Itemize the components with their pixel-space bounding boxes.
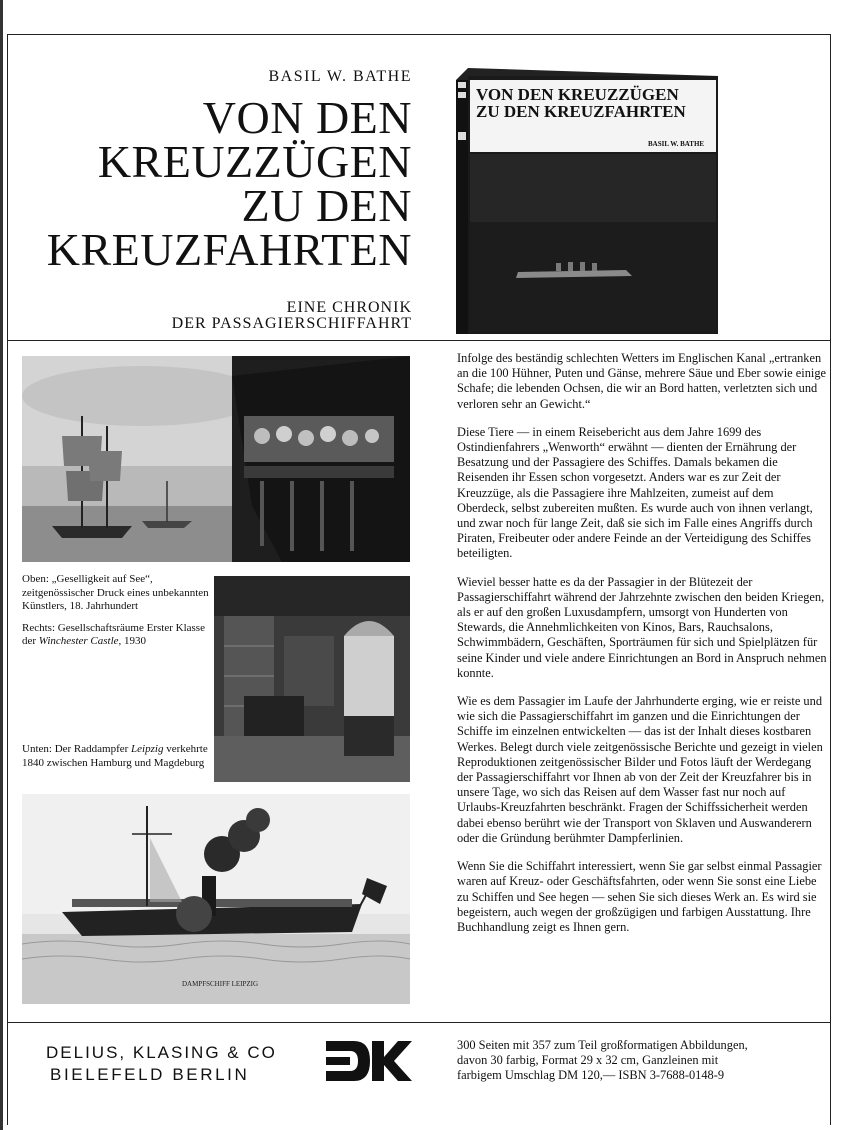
title-line: ZU DEN — [241, 180, 412, 231]
body-paragraph: Wenn Sie die Schiffahrt interessiert, wenn Sie gar selbst einmal Passagier waren auf Kreuz- oder Geschäftsfahrten, oder wenn Sie sonst eine Liebe zu Schiffen und See hegen — sehen Sie sich dieses Werk an. Es wird sie begeistern, auch wegen der großzügigen und farbigen Ausstattung. Ihre Buchhandlung zeigt es Ihnen gern. — [457, 859, 822, 934]
specs-line: davon 30 farbig, Format 29 x 32 cm, Ganzleinen mit — [457, 1053, 719, 1068]
caption-top: Oben: „Geselligkeit auf See“, zeitgenössischer Druck eines unbekannten Künstlers, 18. Jahrhundert — [22, 573, 209, 612]
article-body — [457, 351, 827, 948]
book-subtitle — [172, 300, 412, 332]
body-paragraph: Infolge des beständig schlechten Wetters im Englischen Kanal „ertranken an die 100 Hühner, Puten und Gänse, mehrere Säue und Eber sowie einige Schafe; die lebenden Ochsen, die wir an Bord hatten, verletzten sich und verloren sehr an Gewicht.“ — [457, 351, 827, 411]
publisher-line: DELIUS, KLASING & CO — [46, 1043, 277, 1062]
scan-edge — [0, 0, 3, 1130]
body-paragraph: Diese Tiere — in einem Reisebericht aus dem Jahre 1699 des Ostindienfahrers „Wenworth“ erwähnt — dienten der Ernährung der Besatzung und der Passagiere des Schiffes. Damals bekamen die Reisenden ihr Essen schon vorgesetzt. Anders war es zur Zeit der Kreuzzüge, als die Passagiere ihre Mahlzeiten, zumeist auf dem Oberdeck, selbst zubereiten mußten. Es wurde auch von ihnen verlangt, und zwar noch für lange Zeit, daß sie sich im Falle eines Angriffs durch Piraten, Freibeuter oder andere Feinde an der Verteidigung des Schiffes beteiligten. — [457, 424, 813, 561]
specs-line: 300 Seiten mit 357 zum Teil großformatigen Abbildungen, — [457, 1038, 748, 1052]
specs-line: farbigem Umschlag DM 120,— ISBN 3-7688-0148-9 — [457, 1068, 725, 1083]
book-cover-image — [456, 62, 718, 334]
caption-bottom-block — [22, 743, 210, 778]
body-paragraph: Wieviel besser hatte es da der Passagier in der Blütezeit der Passagierschiffahrt während der Jahrzehnte zwischen den beiden Kriegen, als er auf den großen Luxusdampfern, umsorgt von Hunderten von Stewards, die Annehmlichkeiten von Kinos, Bars, Rauchsalons, Schwimmbädern, Geschäften, Sporträumen für sich und Spielplätzen für seine Kinder und viele andere Einrichtungen an Bord in Anspruch nehmen konnte. — [457, 574, 827, 680]
title-line: VON DEN — [202, 92, 412, 143]
divider-bottom — [7, 1022, 831, 1023]
engraving-paddle-steamer-leipzig — [22, 794, 410, 1004]
cover-author: BASIL W. BATHE — [648, 140, 705, 148]
caption-right: Rechts: Gesellschaftsräume Erster Klasse der Winchester Castle, 1930 — [22, 621, 205, 647]
author-name: BASIL W. BATHE — [268, 68, 412, 85]
book-specs — [457, 1038, 829, 1084]
publisher-name — [46, 1042, 277, 1086]
divider-middle — [7, 340, 831, 341]
subtitle-line: EINE CHRONIK — [286, 299, 412, 316]
photo-lounge-winchester-castle — [214, 576, 410, 782]
engraving-sailing-ship — [22, 356, 410, 562]
caption-left — [22, 573, 210, 657]
image-label: DAMPFSCHIFF LEIPZIG — [182, 980, 259, 988]
publisher-line: BIELEFELD BERLIN — [50, 1065, 250, 1084]
subtitle-line: DER PASSAGIERSCHIFFAHRT — [171, 315, 412, 332]
book-title — [46, 92, 412, 275]
title-line: KREUZFAHRTEN — [46, 224, 412, 275]
cover-title-line: ZU DEN KREUZFAHRTEN — [476, 102, 686, 121]
caption-bottom: Unten: Der Raddampfer Leipzig verkehrte 1840 zwischen Hamburg und Magdeburg — [22, 743, 208, 769]
cover-title-line: VON DEN KREUZZÜGEN — [476, 85, 679, 104]
publisher-logo-icon — [326, 1041, 412, 1081]
title-line: KREUZZÜGEN — [97, 136, 412, 187]
body-paragraph: Wie es dem Passagier im Laufe der Jahrhunderte erging, wie er reiste und wie sich die Passagierschiffahrt im ganzen und die Einrichtungen der Schiffe im einzelnen entwickelten — das ist der Inhalt dieses kostbaren Werkes. Belegt durch viele zeitgenössische Berichte und gezeigt in vielen Reproduktionen zeitgenössischer Bilder und Fotos läuft der Werdegang der Passagierschiffahrt vor Ihnen ab von der Zeit der Kreuzfahrer bis in unsere Tage, wo sich das Reisen auf dem Wasser fast nur noch auf Urlaubs-Kreuzfahrten beschränkt. Fragen der Schiffssicherheit werden dabei ebenso berührt wie der Transport von Sklaven und Auswanderern oder die Gründung berühmter Dampferlinien. — [457, 694, 823, 845]
